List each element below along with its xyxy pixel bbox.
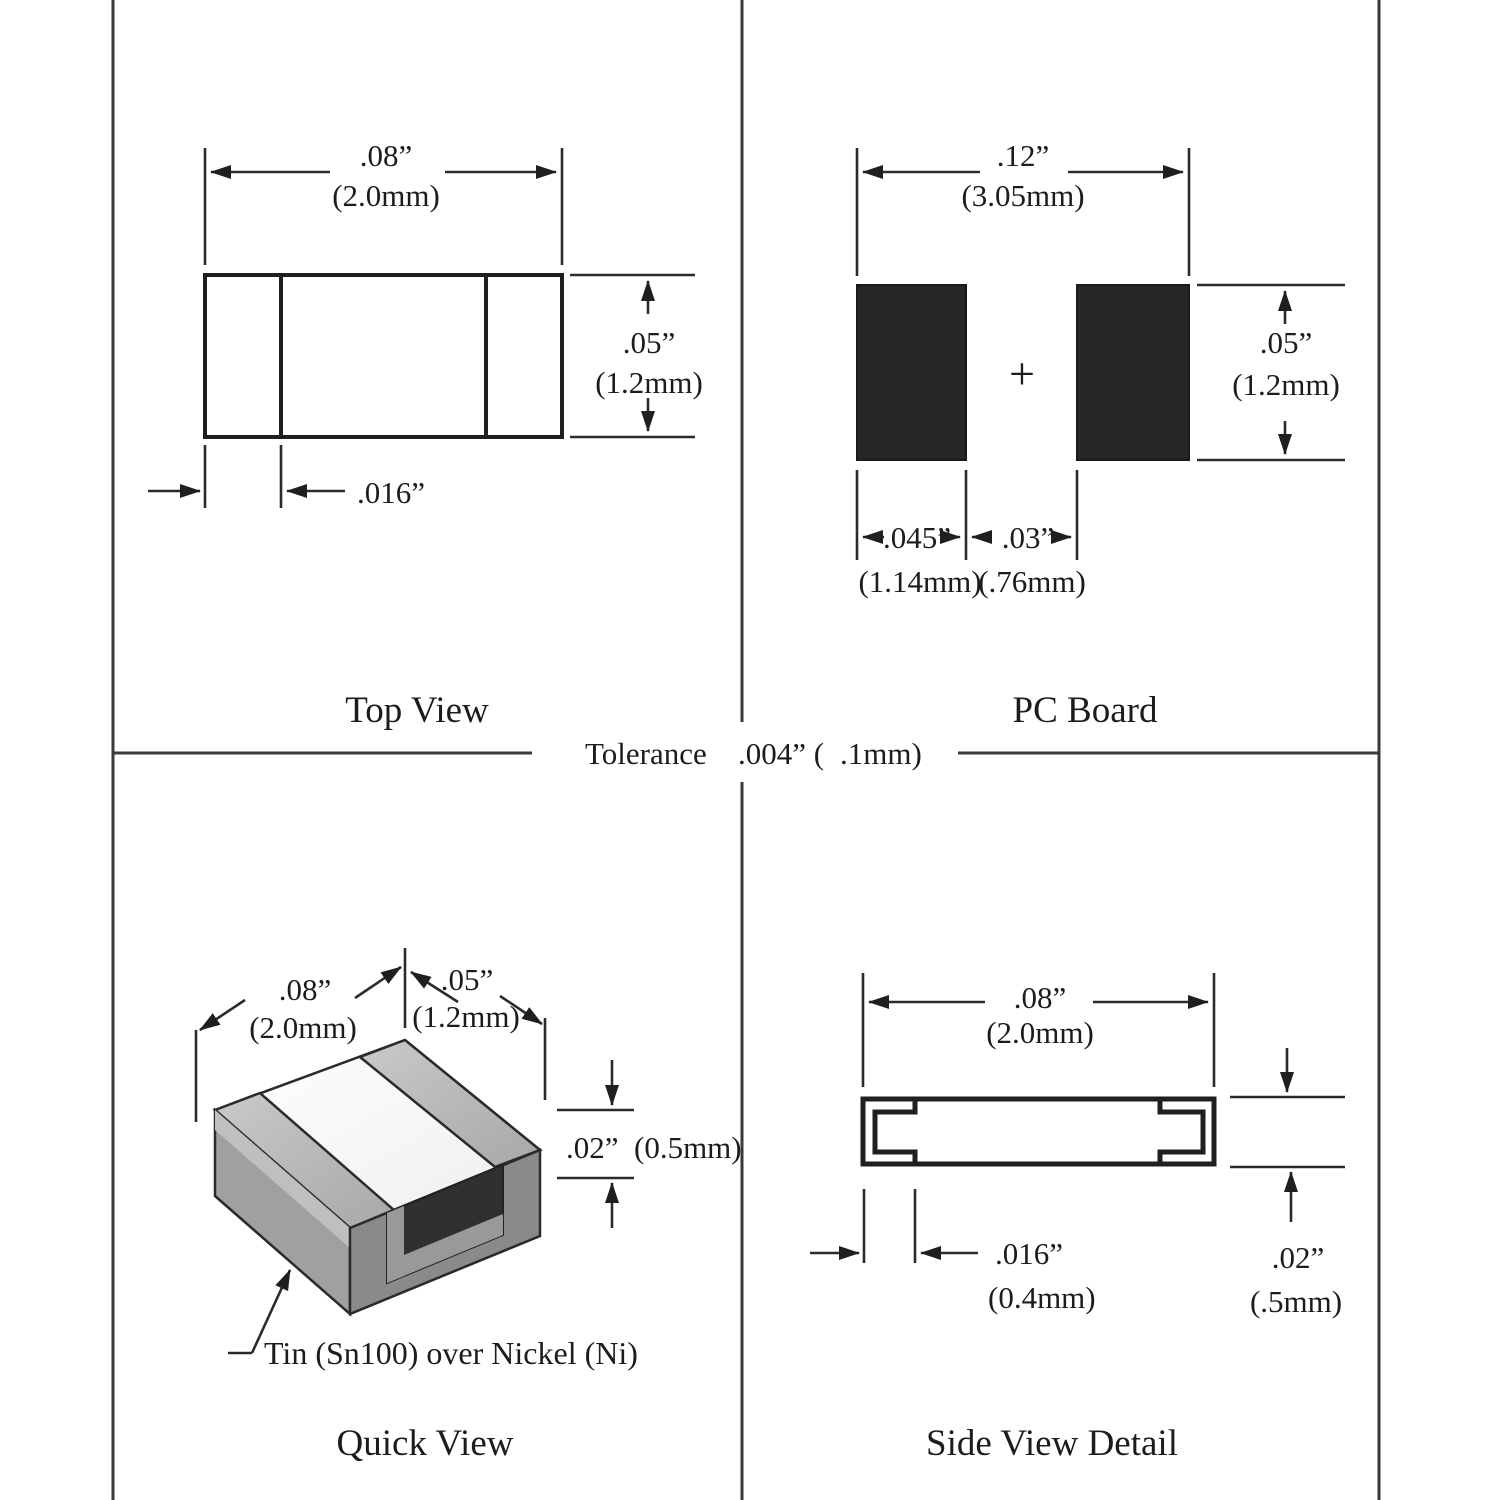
top-view-width-mm: (2.0mm) xyxy=(332,178,440,213)
chip-body-outline xyxy=(205,275,562,437)
quick-view-height-in: .02” xyxy=(566,1130,619,1165)
side-view-width-mm: (2.0mm) xyxy=(986,1015,1094,1050)
solder-pad-left xyxy=(857,285,966,460)
tolerance-mm-value: .1mm) xyxy=(840,736,922,771)
pc-board-width-in: .12” xyxy=(996,138,1050,173)
chip-left-termination xyxy=(205,275,281,437)
top-view-height-mm: (1.2mm) xyxy=(595,365,703,400)
isometric-chip xyxy=(215,1040,540,1314)
pc-board-gap-in: .03” xyxy=(1001,520,1055,555)
pc-board-quadrant xyxy=(857,138,1345,731)
iso-arrow-length-upper xyxy=(355,967,401,998)
side-view-left-cap-profile xyxy=(875,1099,915,1164)
top-view-title: Top View xyxy=(345,690,489,731)
quick-view-title: Quick View xyxy=(336,1423,514,1464)
top-view-quadrant xyxy=(148,138,703,731)
plating-note: Tin (Sn100) over Nickel (Ni) xyxy=(264,1335,638,1371)
pc-board-width-mm: (3.05mm) xyxy=(961,178,1085,213)
pc-board-height-in: .05” xyxy=(1259,325,1313,360)
side-view-cap-mm: (0.4mm) xyxy=(988,1280,1096,1315)
tolerance-inch-value: .004” ( xyxy=(738,736,825,771)
quick-view-height-mm: (0.5mm) xyxy=(634,1130,742,1165)
pc-board-pad-in: .045” xyxy=(882,520,952,555)
tolerance-label: Tolerance xyxy=(585,736,707,771)
tolerance-note xyxy=(585,736,922,771)
top-view-cap-in: .016” xyxy=(357,475,426,510)
quick-view-width-mm: (1.2mm) xyxy=(412,999,520,1034)
pc-board-pad-mm: (1.14mm) xyxy=(858,564,982,599)
top-view-height-in: .05” xyxy=(622,325,676,360)
quick-view-length-in: .08” xyxy=(278,972,332,1007)
side-view-width-in: .08” xyxy=(1013,980,1067,1015)
iso-arrow-length-lower xyxy=(200,1000,245,1030)
quick-view-length-mm: (2.0mm) xyxy=(249,1010,357,1045)
chip-side-left-termination xyxy=(387,1206,404,1283)
pc-board-height-mm: (1.2mm) xyxy=(1232,367,1340,402)
center-mark: + xyxy=(1009,348,1035,399)
side-view-right-cap-profile xyxy=(1160,1099,1203,1164)
side-view-quadrant xyxy=(810,973,1345,1464)
quick-view-width-in: .05” xyxy=(440,962,494,997)
pc-board-title: PC Board xyxy=(1012,690,1158,731)
chip-right-termination xyxy=(486,275,562,437)
pc-board-gap-mm: (.76mm) xyxy=(978,564,1086,599)
top-view-width-in: .08” xyxy=(359,138,413,173)
quick-view-quadrant xyxy=(196,948,742,1464)
side-view-cap-in: .016” xyxy=(995,1236,1064,1271)
solder-pad-right xyxy=(1077,285,1189,460)
side-view-height-mm: (.5mm) xyxy=(1249,1284,1343,1319)
side-view-title: Side View Detail xyxy=(926,1423,1178,1464)
side-view-height-in: .02” xyxy=(1271,1240,1325,1275)
